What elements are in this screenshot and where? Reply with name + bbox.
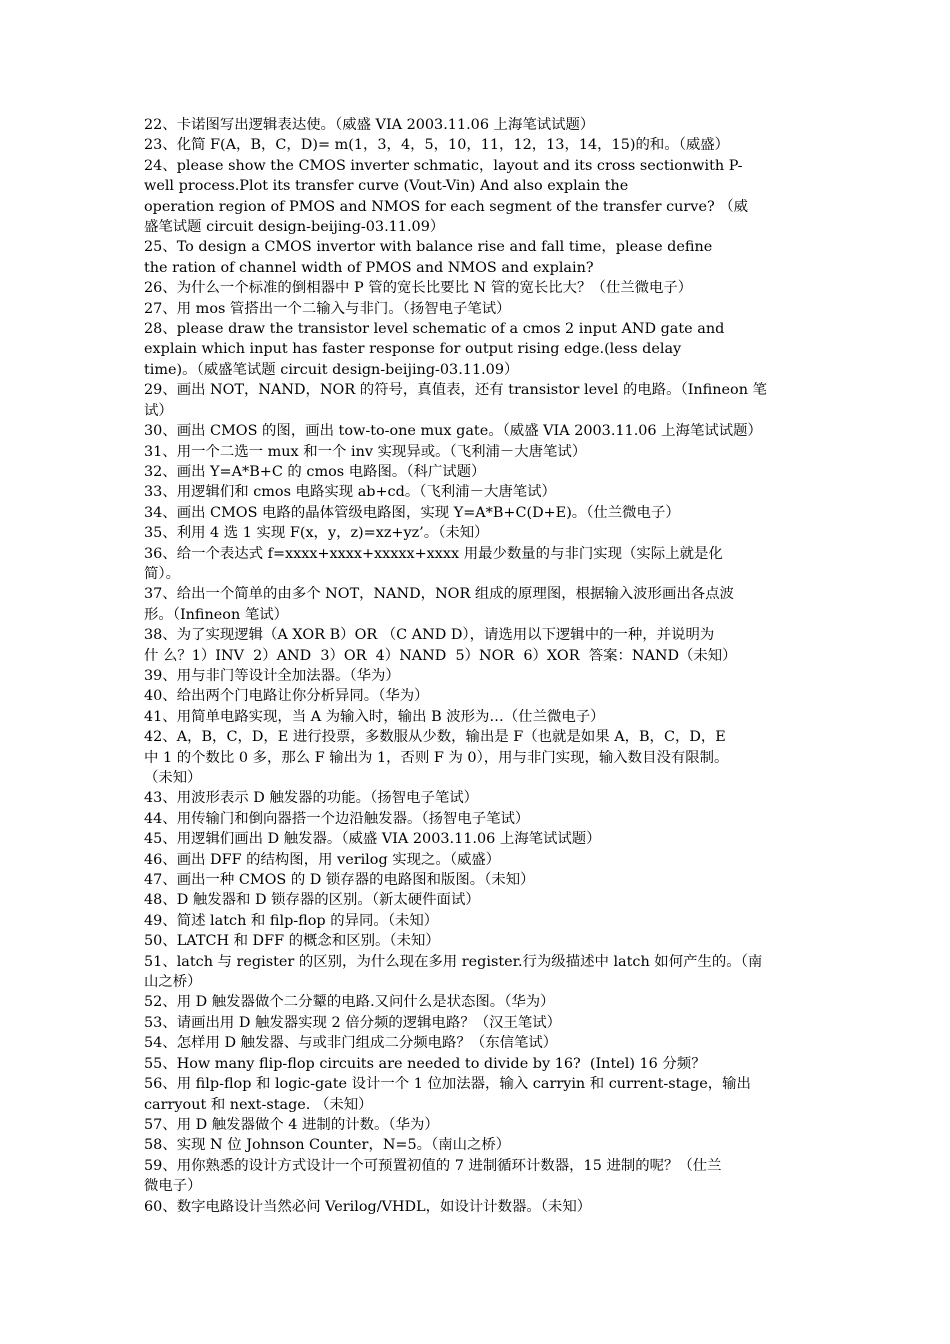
text-line: 55、How many flip-flop circuits are needed to divide by 16? (Intel) 16 分频？: [144, 1055, 706, 1072]
text-line: 形。（Infineon 笔试）: [144, 606, 288, 623]
text-line: 38、为了实现逻辑（A XOR B）OR （C AND D），请选用以下逻辑中的一种，并说明为: [144, 627, 715, 644]
text-line: 盛笔试题 circuit design-beijing-03.11.09）: [144, 219, 445, 236]
text-line: operation region of PMOS and NMOS for each segment of the transfer curve? （威: [144, 198, 749, 215]
text-line: 42、A，B，C，D，E 进行投票，多数服从少数，输出是 F（也就是如果 A，B，C，D，E: [144, 729, 726, 746]
text-line: 简）。: [144, 565, 180, 582]
text-line: 59、用你熟悉的设计方式设计一个可预置初值的 7 进制循环计数器，15 进制的呢？（仕兰: [144, 1157, 722, 1174]
text-line: time)。（威盛笔试题 circuit design-beijing-03.11.09）: [144, 361, 519, 378]
text-line: 49、简述 latch 和 filp-flop 的异同。（未知）: [144, 912, 439, 929]
text-line: the ration of channel width of PMOS and NMOS and explain?: [144, 259, 594, 276]
text-line: 什 么？1）INV 2）AND 3）OR 4）NAND 5）NOR 6）XOR 答案：NAND（未知）: [144, 647, 737, 664]
text-line: （未知）: [144, 770, 202, 786]
text-line: well process.Plot its transfer curve (Vout-Vin) And also explain the: [144, 178, 629, 195]
text-line: 50、LATCH 和 DFF 的概念和区别。（未知）: [144, 933, 440, 950]
text-line: 28、please draw the transistor level schematic of a cmos 2 input AND gate and: [144, 321, 725, 338]
text-line: 52、用 D 触发器做个二分颦的电路.又问什么是状态图。（华为）: [144, 994, 555, 1011]
text-line: 43、用波形表示 D 触发器的功能。（扬智电子笔试）: [144, 790, 479, 807]
text-line: 30、画出 CMOS 的图，画出 tow-to-one mux gate。（威盛 VIA 2003.11.06 上海笔试试题）: [144, 423, 762, 440]
text-line: 试）: [144, 402, 173, 419]
text-line: 47、画出一种 CMOS 的 D 锁存器的电路图和版图。（未知）: [144, 872, 535, 889]
text-line: 57、用 D 触发器做个 4 进制的计数。（华为）: [144, 1116, 439, 1133]
text-line: 60、数字电路设计当然必问 Verilog/VHDL，如设计计数器。（未知）: [144, 1198, 592, 1215]
text-line: 中 1 的个数比 0 多，那么 F 输出为 1，否则 F 为 0），用与非门实现，输入数目没有限制。: [144, 749, 729, 766]
text-line: 58、实现 N 位 Johnson Counter，N=5。（南山之桥）: [144, 1137, 511, 1154]
text-line: 23、化简 F(A，B，C，D)= m(1，3，4，5，10，11，12，13，14，15)的和。（威盛）: [144, 137, 730, 154]
text-line: 45、用逻辑们画出 D 触发器。（威盛 VIA 2003.11.06 上海笔试试题）: [144, 831, 601, 848]
text-line: 31、用一个二选一 mux 和一个 inv 实现异或。（飞利浦－大唐笔试）: [144, 443, 587, 460]
text-line: 34、画出 CMOS 电路的晶体管级电路图，实现 Y=A*B+C(D+E)。（仕兰微电子）: [144, 504, 680, 521]
text-line: 54、怎样用 D 触发器、与或非门组成二分频电路？（东信笔试）: [144, 1035, 558, 1052]
text-line: 36、给一个表达式 f=xxxx+xxxx+xxxxx+xxxx 用最少数量的与非门实现（实际上就是化: [144, 545, 723, 562]
text-line: 46、画出 DFF 的结构图，用 verilog 实现之。（威盛）: [144, 851, 501, 868]
text-line: 33、用逻辑们和 cmos 电路实现 ab+cd。（飞利浦－大唐笔试）: [144, 484, 556, 501]
text-line: 26、为什么一个标准的倒相器中 P 管的宽长比要比 N 管的宽长比大？（仕兰微电子）: [144, 280, 693, 297]
text-line: 27、用 mos 管搭出一个二输入与非门。（扬智电子笔试）: [144, 300, 511, 317]
text-line: 22、卡诺图写出逻辑表达使。（威盛 VIA 2003.11.06 上海笔试试题）: [144, 117, 595, 133]
text-line: 51、latch 与 register 的区别，为什么现在多用 register.行为级描述中 latch 如何产生的。（南: [144, 953, 763, 970]
text-line: 25、To design a CMOS invertor with balance rise and fall time，please define: [144, 239, 713, 256]
text-line: 48、D 触发器和 D 锁存器的区别。（新太硬件面试）: [144, 892, 480, 909]
text-line: 37、给出一个简单的由多个 NOT，NAND，NOR 组成的原理图，根据输入波形画出各点波: [144, 586, 734, 603]
text-line: 24、please show the CMOS inverter schmatic，layout and its cross sectionwith P-: [144, 157, 743, 174]
text-line: 29、画出 NOT，NAND，NOR 的符号，真值表，还有 transistor level 的电路。（Infineon 笔: [144, 382, 767, 399]
text-line: 44、用传输门和倒向器搭一个边沿触发器。（扬智电子笔试）: [144, 810, 530, 827]
document-body: [144, 115, 810, 1217]
text-line: 41、用简单电路实现，当 A 为输入时，输出 B 波形为…（仕兰微电子）: [144, 708, 605, 725]
text-line: carryout 和 next-stage. （未知）: [144, 1096, 373, 1113]
text-line: 39、用与非门等设计全加法器。（华为）: [144, 667, 400, 684]
text-line: 山之桥）: [144, 974, 202, 991]
text-line: explain which input has faster response for output rising edge.(less delay: [144, 341, 682, 358]
text-line: 32、画出 Y=A*B+C 的 cmos 电路图。（科广试题）: [144, 463, 486, 480]
text-line: 56、用 filp-flop 和 logic-gate 设计一个 1 位加法器，输入 carryin 和 current-stage，输出: [144, 1076, 751, 1093]
text-line: 35、利用 4 选 1 实现 F(x，y，z)=xz+yz’。（未知）: [144, 525, 489, 542]
text-line: 40、给出两个门电路让你分析异同。（华为）: [144, 688, 429, 705]
text-line: 53、请画出用 D 触发器实现 2 倍分频的逻辑电路？（汉王笔试）: [144, 1014, 562, 1031]
text-line: 微电子）: [144, 1178, 202, 1195]
